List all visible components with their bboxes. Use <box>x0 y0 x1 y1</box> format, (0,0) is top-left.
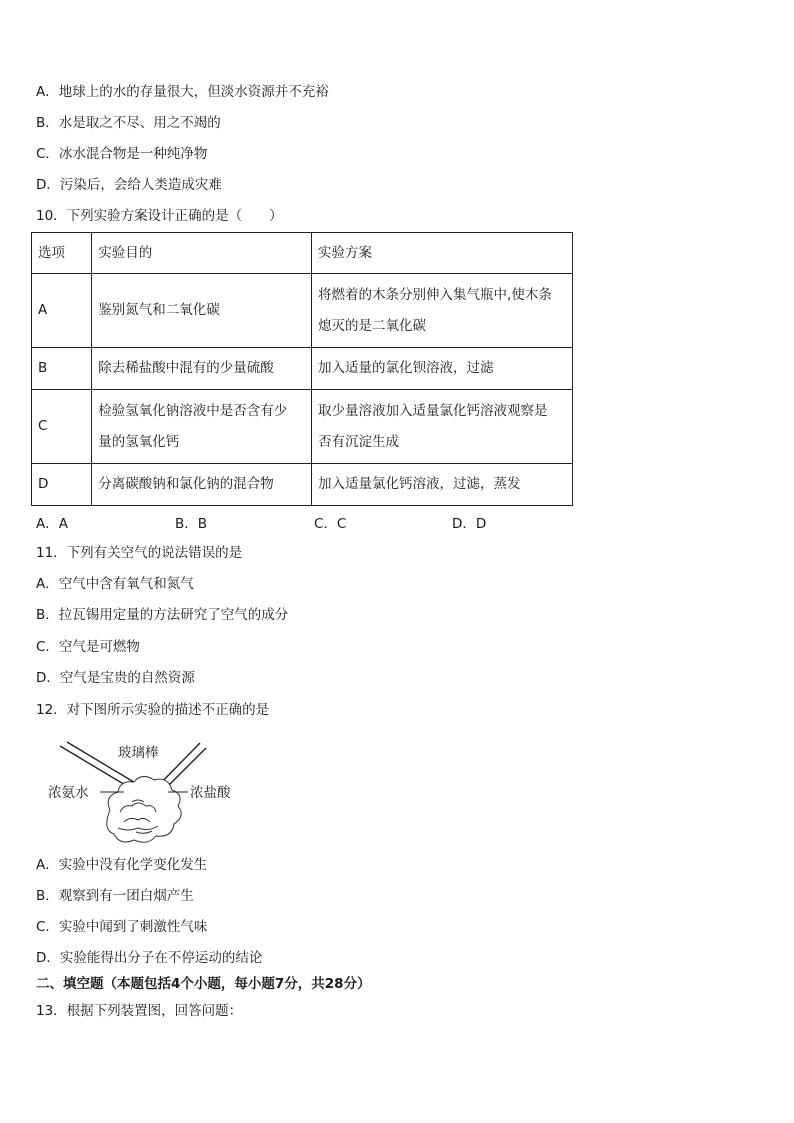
q10-choice-b: B．B <box>175 516 208 532</box>
q12-option-c: C．实验中闻到了刺激性气味 <box>36 919 208 935</box>
q12-stem: 12．对下图所示实验的描述不正确的是 <box>36 702 270 718</box>
q11-option-a: A．空气中含有氧气和氮气 <box>36 576 194 592</box>
row-b-purpose: 除去稀盐酸中混有的少量硫酸 <box>92 348 312 390</box>
row-c-purpose: 检验氢氧化钠溶液中是否含有少 量的氢氧化钙 <box>92 390 312 464</box>
q12-option-b: B．观察到有一团白烟产生 <box>36 888 194 904</box>
row-a-option: A <box>32 274 92 348</box>
section2-heading: 二、填空题（本题包括4个小题，每小题7分，共28分） <box>36 976 371 992</box>
q10-choice-d: D．D <box>452 516 487 532</box>
table-row <box>32 348 573 390</box>
row-d-purpose: 分离碳酸钠和氯化钠的混合物 <box>92 464 312 506</box>
row-a-plan: 将燃着的木条分别伸入集气瓶中,使木条 熄灭的是二氧化碳 <box>312 274 573 348</box>
row-b-plan: 加入适量的氯化钡溶液，过滤 <box>312 348 573 390</box>
q9-option-d: D．污染后，会给人类造成灾难 <box>36 177 222 193</box>
table-row <box>32 390 573 464</box>
row-c-option: C <box>32 390 92 464</box>
row-d-option: D <box>32 464 92 506</box>
q12-option-a: A．实验中没有化学变化发生 <box>36 857 208 873</box>
q10-choice-c: C．C <box>314 516 347 532</box>
row-c-plan: 取少量溶液加入适量氯化钙溶液观察是 否有沉淀生成 <box>312 390 573 464</box>
q10-choices <box>36 512 596 530</box>
row-b-option: B <box>32 348 92 390</box>
q11-option-b: B．拉瓦锡用定量的方法研究了空气的成分 <box>36 607 289 623</box>
q10-stem: 10．下列实验方案设计正确的是（ ） <box>36 208 283 224</box>
q12-option-d: D．实验能得出分子在不停运动的结论 <box>36 950 263 966</box>
q10-choice-a: A．A <box>36 516 68 532</box>
label-hydrochloric-acid: 浓盐酸 <box>190 785 231 801</box>
row-d-plan: 加入适量氯化钙溶液，过滤，蒸发 <box>312 464 573 506</box>
header-purpose: 实验目的 <box>92 233 312 274</box>
q9-option-a: A．地球上的水的存量很大，但淡水资源并不充裕 <box>36 84 329 100</box>
table-header-row <box>32 233 573 274</box>
ammonia-hcl-figure <box>40 740 250 845</box>
q11-option-d: D．空气是宝贵的自然资源 <box>36 670 195 686</box>
q9-option-c: C．冰水混合物是一种纯净物 <box>36 146 208 162</box>
table-row <box>32 464 573 506</box>
white-smoke-cloud <box>107 776 181 842</box>
q11-stem: 11．下列有关空气的说法错误的是 <box>36 545 243 561</box>
header-option: 选项 <box>32 233 92 274</box>
q9-option-b: B．水是取之不尽、用之不竭的 <box>36 115 221 131</box>
label-ammonia: 浓氨水 <box>48 785 89 801</box>
q13-stem: 13．根据下列装置图，回答问题： <box>36 1003 243 1019</box>
experiment-table <box>31 232 573 506</box>
label-glass-rod: 玻璃棒 <box>118 745 159 761</box>
q11-option-c: C．空气是可燃物 <box>36 639 140 655</box>
row-a-purpose: 鉴别氮气和二氧化碳 <box>92 274 312 348</box>
table-row <box>32 274 573 348</box>
header-plan: 实验方案 <box>312 233 573 274</box>
